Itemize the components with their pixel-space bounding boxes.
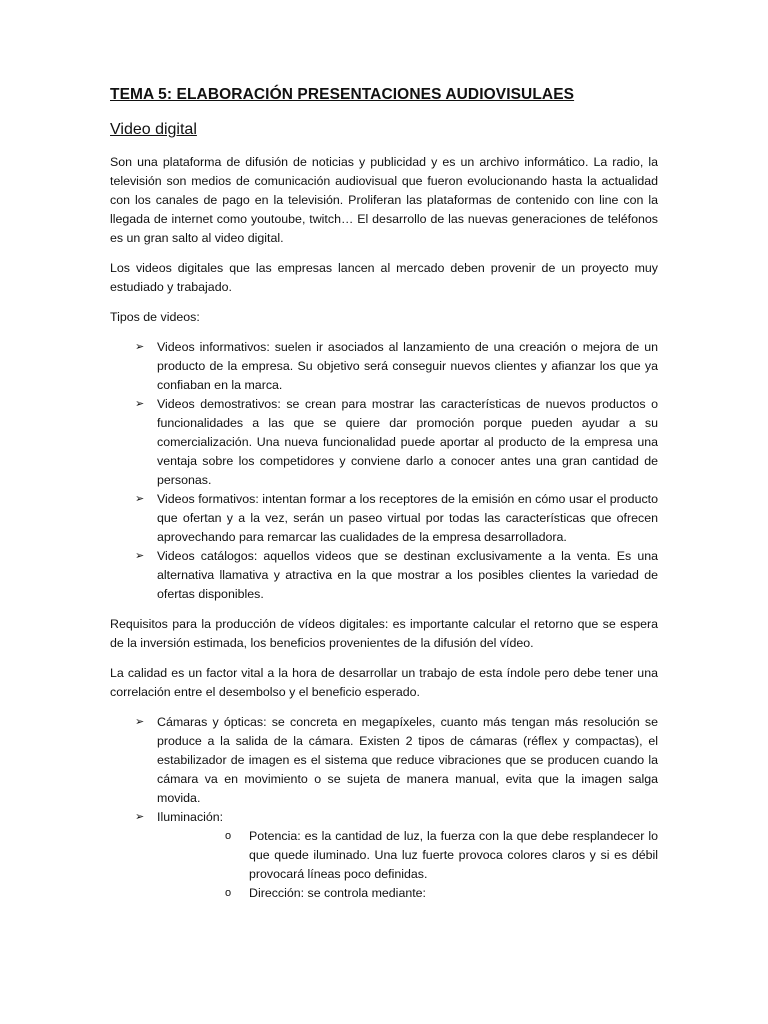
sublist-item: [157, 884, 658, 903]
paragraph-projects: Los videos digitales que las empresas lancen al mercado deben provenir de un proyecto muy estudiado y trabajado.: [110, 261, 658, 294]
list-item: [110, 338, 658, 395]
paragraph-types-heading: Tipos de videos:: [110, 310, 200, 324]
circle-bullet-icon: o: [225, 887, 232, 899]
list-item-text: Videos formativos: intentan formar a los receptores de la emisión en cómo usar el producto que ofertan y a la vez, serán un paseo virtual por todas las características que ofrecen aprovechando para remarcar las cualidades de la empresa desarrolladora.: [157, 492, 658, 544]
list-item: [110, 490, 658, 547]
list-item: [110, 713, 658, 808]
list-item-text: Cámaras y ópticas: se concreta en megapíxeles, cuanto más tengan más resolución se produce a la salida de la cámara. Existen 2 tipos de cámaras (réflex y compactas), el estabilizador de imagen es el sistema que reduce vibraciones que se producen cuando la cámara va en movimiento o se sujeta de manera manual, evita que la imagen salga movida.: [157, 715, 658, 805]
requirements-list: [110, 713, 658, 903]
lighting-sublist: [157, 827, 658, 903]
arrow-bullet-icon: ➢: [135, 716, 145, 728]
sublist-item-text: Potencia: es la cantidad de luz, la fuerza con la que debe resplandecer lo que quede iluminado. Una luz fuerte provoca colores claros y si es débil provocará líneas poco definidas.: [249, 829, 658, 881]
video-types-list: [110, 338, 658, 604]
arrow-bullet-icon: ➢: [135, 398, 145, 410]
sublist-item: [157, 827, 658, 884]
list-item-text: Videos catálogos: aquellos videos que se destinan exclusivamente a la venta. Es una alternativa llamativa y atractiva en la que mostrar a los posibles clientes la variedad de ofertas disponibles.: [157, 549, 658, 601]
arrow-bullet-icon: ➢: [135, 550, 145, 562]
list-item: [110, 808, 658, 903]
paragraph-quality: La calidad es un factor vital a la hora de desarrollar un trabajo de esta índole pero debe tener una correlación entre el desembolso y el beneficio esperado.: [110, 666, 658, 699]
list-item-text: Videos demostrativos: se crean para mostrar las características de nuevos productos o funcionalidades a las que se quiere dar promoción porque pueden ayudar a su comercialización. Una nueva funcionalidad puede aportar al producto de la empresa una ventaja sobre los competidores y conviene darlo a conocer antes una gran cantidad de personas.: [157, 397, 658, 487]
arrow-bullet-icon: ➢: [135, 493, 145, 505]
arrow-bullet-icon: ➢: [135, 341, 145, 353]
list-item: [110, 395, 658, 490]
circle-bullet-icon: o: [225, 830, 232, 842]
list-item-text: Iluminación:: [157, 810, 224, 824]
document-title: TEMA 5: ELABORACIÓN PRESENTACIONES AUDIOVISULAES: [110, 86, 575, 103]
sublist-item-text: Dirección: se controla mediante:: [249, 886, 426, 900]
list-item-text: Videos informativos: suelen ir asociados al lanzamiento de una creación o mejora de un producto de la empresa. Su objetivo será conseguir nuevos clientes y afianzar los que ya confiaban en la marca.: [157, 340, 658, 392]
paragraph-requirements: Requisitos para la producción de vídeos digitales: es importante calcular el retorno que se espera de la inversión estimada, los beneficios provenientes de la difusión del vídeo.: [110, 617, 658, 650]
section-heading: Video digital: [110, 121, 197, 138]
paragraph-intro: Son una plataforma de difusión de noticias y publicidad y es un archivo informático. La radio, la televisión son medios de comunicación audiovisual que fueron evolucionando hasta la actualidad con los canales de pago en la televisión. Proliferan las plataformas de contenido con line con la llegada de internet como youtoube, twitch… El desarrollo de las nuevas generaciones de teléfonos es un gran salto al video digital.: [110, 155, 658, 245]
document-page: [110, 86, 658, 914]
list-item: [110, 547, 658, 604]
arrow-bullet-icon: ➢: [135, 811, 145, 823]
